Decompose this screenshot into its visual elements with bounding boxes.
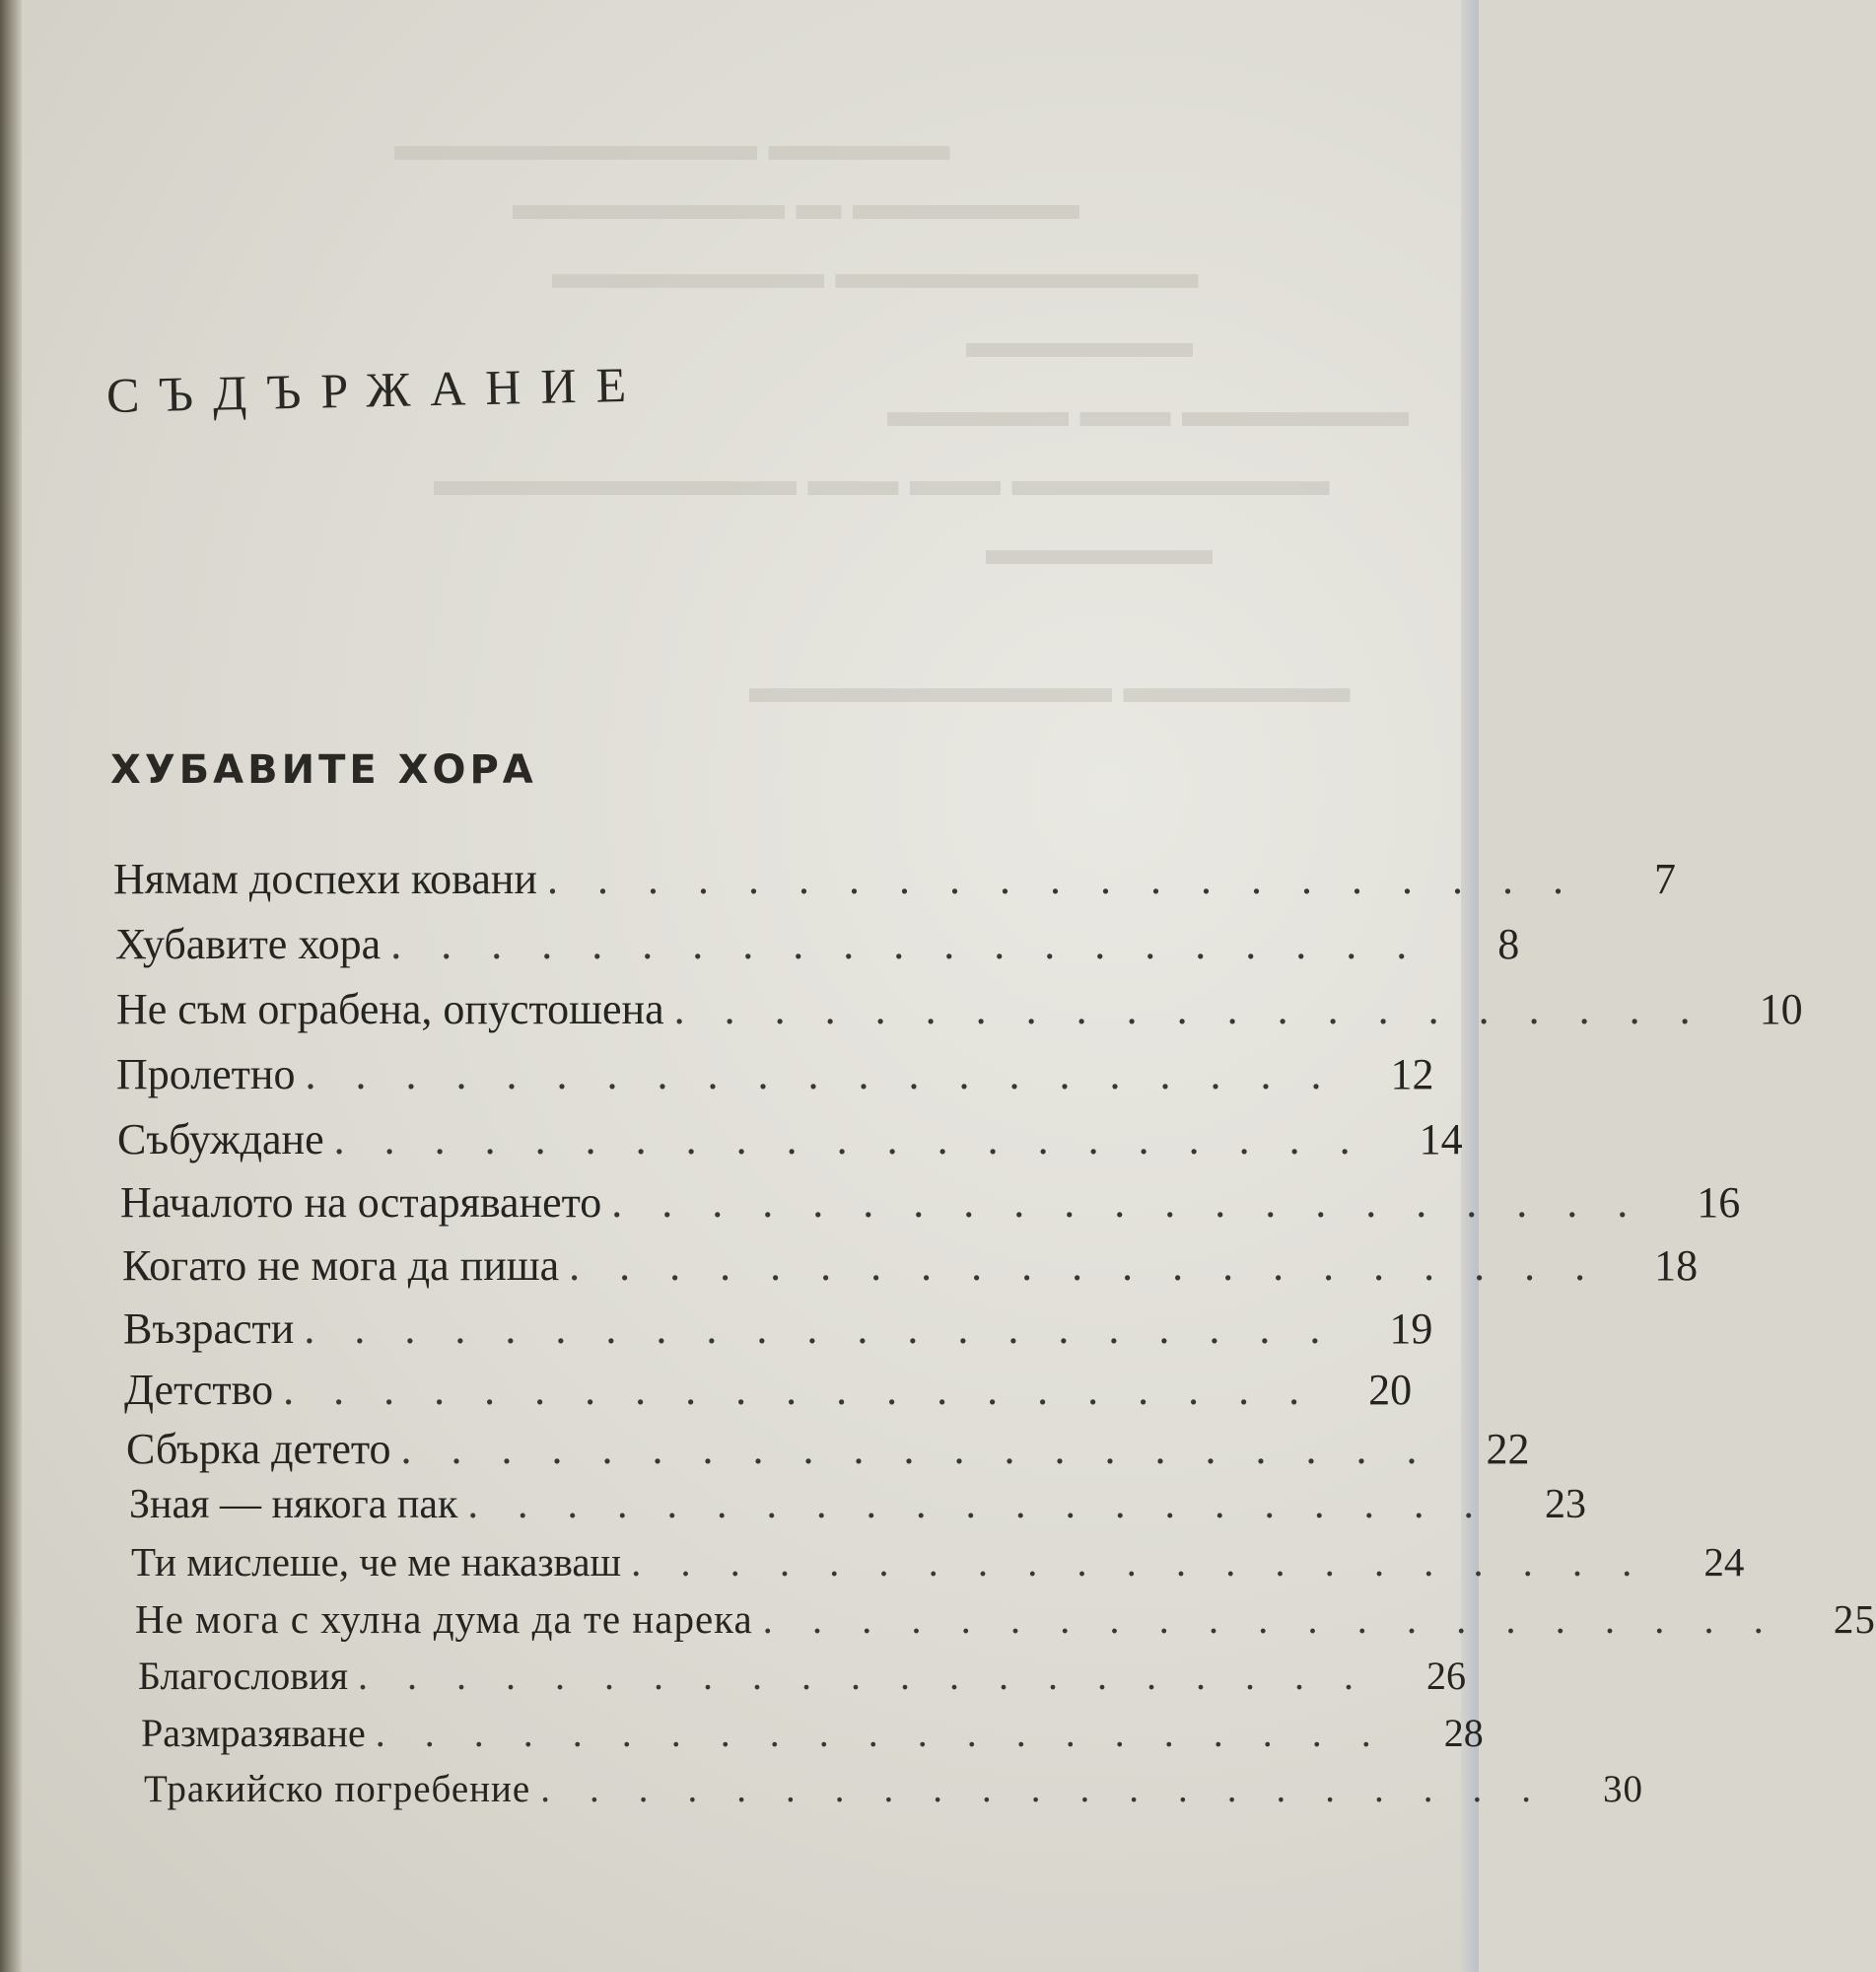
toc-page-number: 8 [1497, 920, 1520, 968]
toc-leader-dots: ..................... [390, 920, 1447, 968]
toc-entry[interactable] [115, 919, 1520, 969]
toc-entry[interactable] [126, 1424, 1530, 1474]
toc-entry-title: Пролетно [116, 1050, 296, 1098]
toc-leader-dots: ..................... [762, 1596, 1803, 1642]
toc-entry-title: Сбърка детето [126, 1425, 391, 1473]
toc-leader-dots: ..................... [283, 1366, 1340, 1414]
toc-entry[interactable] [123, 1303, 1433, 1354]
toc-page-number: 18 [1654, 1241, 1699, 1290]
toc-entry-title: Нямам доспехи ковани [113, 855, 537, 903]
toc-page-number: 22 [1486, 1425, 1530, 1473]
contents-heading: СЪДЪРЖАНИЕ [105, 356, 647, 423]
toc-page-number: 28 [1443, 1711, 1484, 1755]
toc-leader-dots: ..................... [305, 1050, 1361, 1098]
toc-entry[interactable] [116, 984, 1803, 1034]
toc-entry-title: Не съм ограбена, опустошена [116, 985, 664, 1033]
toc-entry[interactable] [116, 1049, 1434, 1099]
bleed-through-texture: ▬▬▬▬▬ [966, 317, 1193, 367]
toc-entry[interactable] [131, 1538, 1745, 1585]
toc-page-number: 30 [1602, 1768, 1643, 1810]
bleed-through-texture: ▬▬▬▬▬▬▬▬ ▬▬▬▬▬▬ [552, 247, 1199, 298]
toc-page-number: 23 [1544, 1482, 1586, 1527]
toc-leader-dots: ..................... [611, 1178, 1668, 1227]
toc-page-number: 26 [1425, 1654, 1466, 1698]
toc-entry[interactable] [117, 1114, 1463, 1164]
toc-leader-dots: ..................... [304, 1304, 1360, 1353]
toc-page-number: 12 [1390, 1050, 1434, 1098]
toc-leader-dots: ..................... [357, 1654, 1393, 1698]
toc-leader-dots: ..................... [333, 1115, 1390, 1163]
toc-entry[interactable] [113, 854, 1676, 904]
toc-page-number: 16 [1697, 1178, 1741, 1227]
toc-entry-title: Тракийско погребение [144, 1768, 531, 1810]
toc-entry-title: Когато не мога да пиша [122, 1241, 560, 1290]
toc-entry-title: Ти мислеше, че ме наказваш [131, 1539, 622, 1585]
book-binding-shadow [0, 0, 22, 1972]
toc-entry[interactable] [141, 1710, 1484, 1756]
section-heading: ХУБАВИТЕ ХОРА [110, 747, 537, 793]
toc-page-number: 20 [1368, 1366, 1413, 1414]
toc-leader-dots: ..................... [467, 1482, 1513, 1527]
toc-entry[interactable] [144, 1767, 1643, 1811]
toc-entry-title: Детство [124, 1366, 274, 1414]
toc-page-number: 7 [1653, 855, 1676, 903]
toc-page-number: 14 [1419, 1115, 1463, 1163]
bleed-through-texture: ▬▬▬▬▬ ▬▬ ▬▬▬▬ [887, 386, 1409, 436]
toc-page-number: 24 [1703, 1539, 1745, 1585]
toc-entry[interactable] [129, 1481, 1586, 1528]
toc-leader-dots: ..................... [400, 1425, 1457, 1473]
bleed-through-texture: ▬▬▬▬▬ [986, 524, 1213, 574]
toc-entry-title: Възрасти [123, 1304, 295, 1353]
toc-leader-dots: ..................... [569, 1241, 1626, 1290]
toc-leader-dots: ..................... [375, 1711, 1411, 1755]
bleed-through-texture: ▬▬▬▬ ▬▬▬▬▬▬▬▬ [394, 119, 950, 170]
toc-entry[interactable] [135, 1595, 1876, 1643]
toc-entry-title: Събуждане [117, 1115, 324, 1163]
toc-page-number: 10 [1759, 985, 1803, 1033]
toc-leader-dots: ..................... [673, 985, 1730, 1033]
toc-leader-dots: ..................... [631, 1539, 1672, 1585]
toc-entry-title: Началото на остаряването [120, 1178, 602, 1227]
toc-entry[interactable] [120, 1177, 1741, 1228]
bleed-through-texture: ▬▬▬▬▬▬▬ ▬▬ ▬▬ ▬▬▬▬▬▬▬▬ [434, 455, 1330, 505]
toc-entry-title: Благословия [138, 1654, 348, 1698]
toc-leader-dots: ..................... [546, 855, 1603, 903]
toc-entry-title: Размразяване [141, 1711, 366, 1755]
toc-page-number: 25 [1833, 1596, 1876, 1642]
toc-entry-title: Хубавите хора [115, 920, 382, 968]
toc-entry-title: Не мога с хулна дума да те нарека [135, 1596, 753, 1642]
toc-entry[interactable] [122, 1240, 1699, 1291]
toc-entry[interactable] [124, 1365, 1413, 1415]
bleed-through-texture: ▬▬▬▬▬ ▬ ▬▬▬▬▬▬ [513, 178, 1079, 229]
toc-page-number: 19 [1389, 1304, 1433, 1353]
toc-entry[interactable] [138, 1653, 1466, 1699]
toc-leader-dots: ..................... [540, 1768, 1570, 1810]
toc-entry-title: Зная — някога пак [129, 1482, 458, 1527]
bleed-through-texture: ▬▬▬▬▬ ▬▬▬▬▬▬▬▬ [749, 662, 1351, 712]
